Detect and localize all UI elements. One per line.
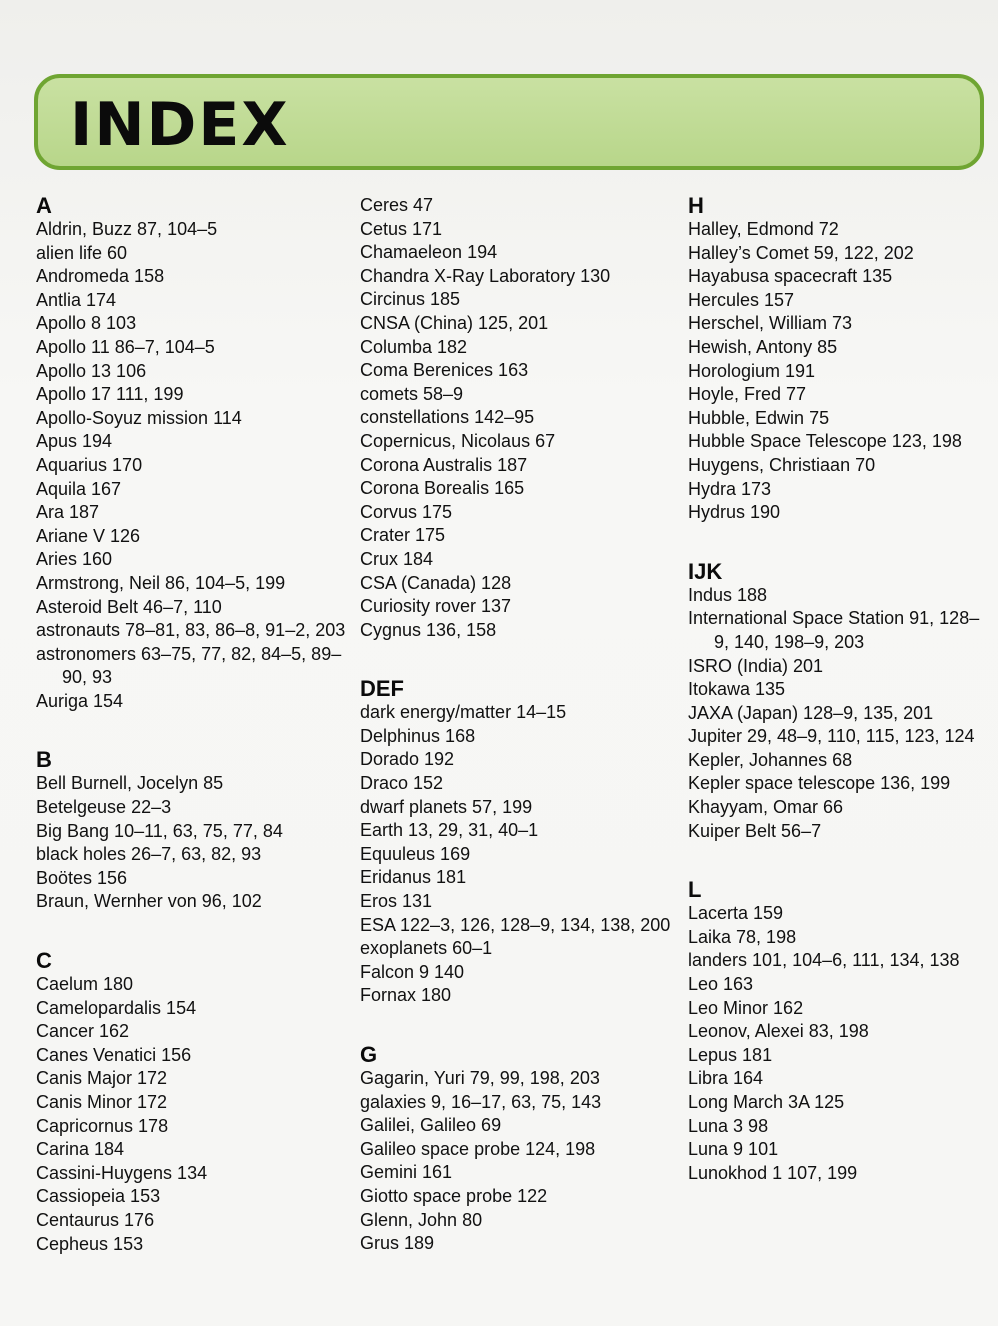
index-entry: Hayabusa spacecraft 135: [688, 266, 893, 287]
index-entry: Auriga 154: [36, 690, 124, 711]
index-entry: Luna 9 101: [688, 1139, 779, 1160]
index-entry: Cassini-Huygens 134: [36, 1162, 208, 1183]
section-heading: DEF: [360, 676, 404, 702]
index-entry: Corona Australis 187: [360, 454, 528, 475]
index-entry: Crater 175: [360, 525, 446, 546]
index-entry: Aquarius 170: [36, 454, 143, 475]
index-entry: Leo 163: [688, 974, 754, 995]
index-entry: Apus 194: [36, 431, 113, 452]
section-spacer: [360, 1008, 680, 1043]
index-entry: Big Bang 10–11, 63, 75, 77, 84: [36, 820, 283, 841]
index-entry: Carina 184: [36, 1139, 125, 1160]
index-entry: Leo Minor 162: [688, 997, 804, 1018]
section-spacer: [360, 642, 680, 677]
index-entry: Earth 13, 29, 31, 40–1: [360, 820, 539, 841]
index-entry: Halley’s Comet 59, 122, 202: [688, 242, 914, 263]
index-entry: CNSA (China) 125, 201: [360, 312, 549, 333]
index-entry: Columba 182: [360, 336, 468, 357]
index-entry: Canis Minor 172: [36, 1092, 168, 1112]
index-entry: Leonov, Alexei 83, 198: [688, 1021, 869, 1042]
index-entry: Canes Venatici 156: [36, 1044, 192, 1065]
index-entry: astronomers 63–75, 77, 82, 84–5, 89–90, 93: [36, 643, 342, 688]
index-entry: Curiosity rover 137: [360, 596, 512, 617]
section-heading: G: [360, 1042, 378, 1067]
index-entry: Libra 164: [688, 1068, 764, 1089]
index-entry: Hubble, Edwin 75: [688, 407, 830, 428]
index-entry: Lunokhod 1 107, 199: [688, 1162, 858, 1183]
index-entry: Copernicus, Nicolaus 67: [360, 430, 556, 451]
index-entry: Kepler, Johannes 68: [688, 749, 853, 770]
index-column-2: [360, 194, 680, 1256]
index-entry: Cetus 171: [360, 218, 443, 239]
index-entry: Capricornus 178: [36, 1115, 169, 1136]
index-entry: Fornax 180: [360, 985, 452, 1006]
index-entry: Galileo space probe 124, 198: [360, 1138, 596, 1159]
index-entry: astronauts 78–81, 83, 86–8, 91–2, 203: [36, 620, 346, 641]
index-entry: dark energy/matter 14–15: [360, 702, 567, 723]
index-entry: Khayyam, Omar 66: [688, 797, 844, 818]
index-column-3: [688, 194, 988, 1185]
index-entry: Aries 160: [36, 549, 113, 570]
section-heading: B: [36, 747, 52, 773]
index-entry: International Space Station 91, 128–9, 140, 198–9, 203: [688, 608, 980, 652]
index-entry: Caelum 180: [36, 974, 134, 995]
index-entry: Andromeda 158: [36, 266, 165, 287]
index-entry: Circinus 185: [360, 289, 461, 310]
index-entry: alien life 60: [36, 242, 128, 263]
index-entry: Eros 131: [360, 891, 433, 912]
index-entry: Giotto space probe 122: [360, 1185, 548, 1206]
index-entry: Kepler space telescope 136, 199: [688, 773, 951, 794]
index-entry: Herschel, William 73: [688, 313, 853, 334]
index-entry: Ceres 47: [360, 195, 434, 215]
index-entry: Cancer 162: [36, 1021, 130, 1042]
index-entry: comets 58–9: [360, 383, 464, 404]
index-entry: ISRO (India) 201: [688, 655, 824, 676]
index-entry: Gagarin, Yuri 79, 99, 198, 203: [360, 1068, 600, 1088]
index-entry: Gemini 161: [360, 1162, 453, 1183]
index-entry: Hubble Space Telescope 123, 198: [688, 431, 962, 452]
section-heading: L: [688, 877, 702, 903]
index-entry: landers 101, 104–6, 111, 134, 138: [688, 950, 960, 971]
index-entry: Coma Berenices 163: [360, 360, 529, 381]
index-entry: Luna 3 98: [688, 1115, 769, 1136]
index-entry: Apollo 17 111, 199: [36, 384, 184, 405]
index-entry: Armstrong, Neil 86, 104–5, 199: [36, 572, 286, 593]
index-entry: Delphinus 168: [360, 725, 476, 746]
index-entry: Canis Major 172: [36, 1068, 168, 1089]
index-entry: Hydrus 190: [688, 502, 781, 523]
index-entry: Lacerta 159: [688, 903, 784, 924]
index-entry: JAXA (Japan) 128–9, 135, 201: [688, 702, 934, 723]
index-entry: Camelopardalis 154: [36, 997, 197, 1018]
index-entry: Ara 187: [36, 502, 100, 523]
index-entry: Aldrin, Buzz 87, 104–5: [36, 219, 218, 239]
section-spacer: [688, 843, 988, 878]
index-entry: Grus 189: [360, 1233, 435, 1254]
index-entry: Boötes 156: [36, 867, 128, 888]
index-entry: constellations 142–95: [360, 407, 535, 428]
index-entry: Cygnus 136, 158: [360, 619, 497, 640]
index-entry: Hydra 173: [688, 478, 772, 499]
section-heading: C: [36, 948, 52, 974]
section-heading: A: [36, 193, 52, 218]
index-entry: Glenn, John 80: [360, 1209, 483, 1230]
index-entry: Bell Burnell, Jocelyn 85: [36, 773, 224, 794]
index-entry: exoplanets 60–1: [360, 938, 493, 959]
index-entry: Long March 3A 125: [688, 1092, 845, 1112]
index-entry: Horologium 191: [688, 360, 816, 381]
section-heading: H: [688, 193, 704, 218]
index-entry: Hercules 157: [688, 289, 795, 310]
section-spacer: [36, 914, 351, 949]
index-entry: Apollo 11 86–7, 104–5: [36, 336, 215, 357]
index-entry: Hewish, Antony 85: [688, 336, 838, 357]
index-entry: galaxies 9, 16–17, 63, 75, 143: [360, 1091, 602, 1112]
index-entry: Asteroid Belt 46–7, 110: [36, 596, 222, 617]
index-entry: Apollo-Soyuz mission 114: [36, 407, 242, 428]
index-entry: Crux 184: [360, 548, 434, 569]
index-entry: Eridanus 181: [360, 867, 467, 888]
index-entry: Laika 78, 198: [688, 926, 797, 947]
index-entry: Dorado 192: [360, 749, 455, 770]
index-entry: Chamaeleon 194: [360, 242, 498, 263]
index-entry: Apollo 8 103: [36, 313, 137, 334]
index-entry: Chandra X-Ray Laboratory 130: [360, 265, 611, 286]
index-entry: Lepus 181: [688, 1044, 773, 1065]
index-entry: Indus 188: [688, 584, 768, 605]
index-column-1: [36, 194, 351, 1256]
index-entry: Huygens, Christiaan 70: [688, 454, 876, 475]
index-entry: Cassiopeia 153: [36, 1186, 161, 1207]
index-entry: Betelgeuse 22–3: [36, 797, 172, 818]
index-entry: Corvus 175: [360, 501, 453, 522]
index-entry: Itokawa 135: [688, 679, 786, 700]
index-entry: Ariane V 126: [36, 525, 141, 546]
section-spacer: [688, 525, 988, 560]
index-entry: Hoyle, Fred 77: [688, 384, 807, 405]
page-title: INDEX: [70, 90, 290, 160]
index-entry: Antlia 174: [36, 289, 117, 310]
index-entry: Braun, Wernher von 96, 102: [36, 891, 262, 912]
index-entry: Galilei, Galileo 69: [360, 1115, 502, 1136]
index-entry: Aquila 167: [36, 478, 122, 499]
index-entry: Cepheus 153: [36, 1233, 144, 1254]
section-spacer: [36, 713, 351, 748]
index-entry: Jupiter 29, 48–9, 110, 115, 123, 124: [688, 726, 975, 747]
index-entry: Corona Borealis 165: [360, 478, 525, 499]
index-entry: CSA (Canada) 128: [360, 572, 512, 593]
index-banner: [34, 74, 984, 170]
index-entry: Apollo 13 106: [36, 360, 147, 381]
index-entry: Draco 152: [360, 773, 444, 794]
index-entry: dwarf planets 57, 199: [360, 796, 533, 817]
section-heading: IJK: [688, 558, 723, 584]
index-entry: ESA 122–3, 126, 128–9, 134, 138, 200: [360, 914, 671, 935]
index-entry: Halley, Edmond 72: [688, 219, 839, 239]
index-entry: Centaurus 176: [36, 1209, 155, 1230]
index-entry: Equuleus 169: [360, 843, 471, 864]
index-entry: Kuiper Belt 56–7: [688, 820, 822, 841]
index-entry: Falcon 9 140: [360, 961, 465, 982]
index-entry: black holes 26–7, 63, 82, 93: [36, 844, 262, 865]
